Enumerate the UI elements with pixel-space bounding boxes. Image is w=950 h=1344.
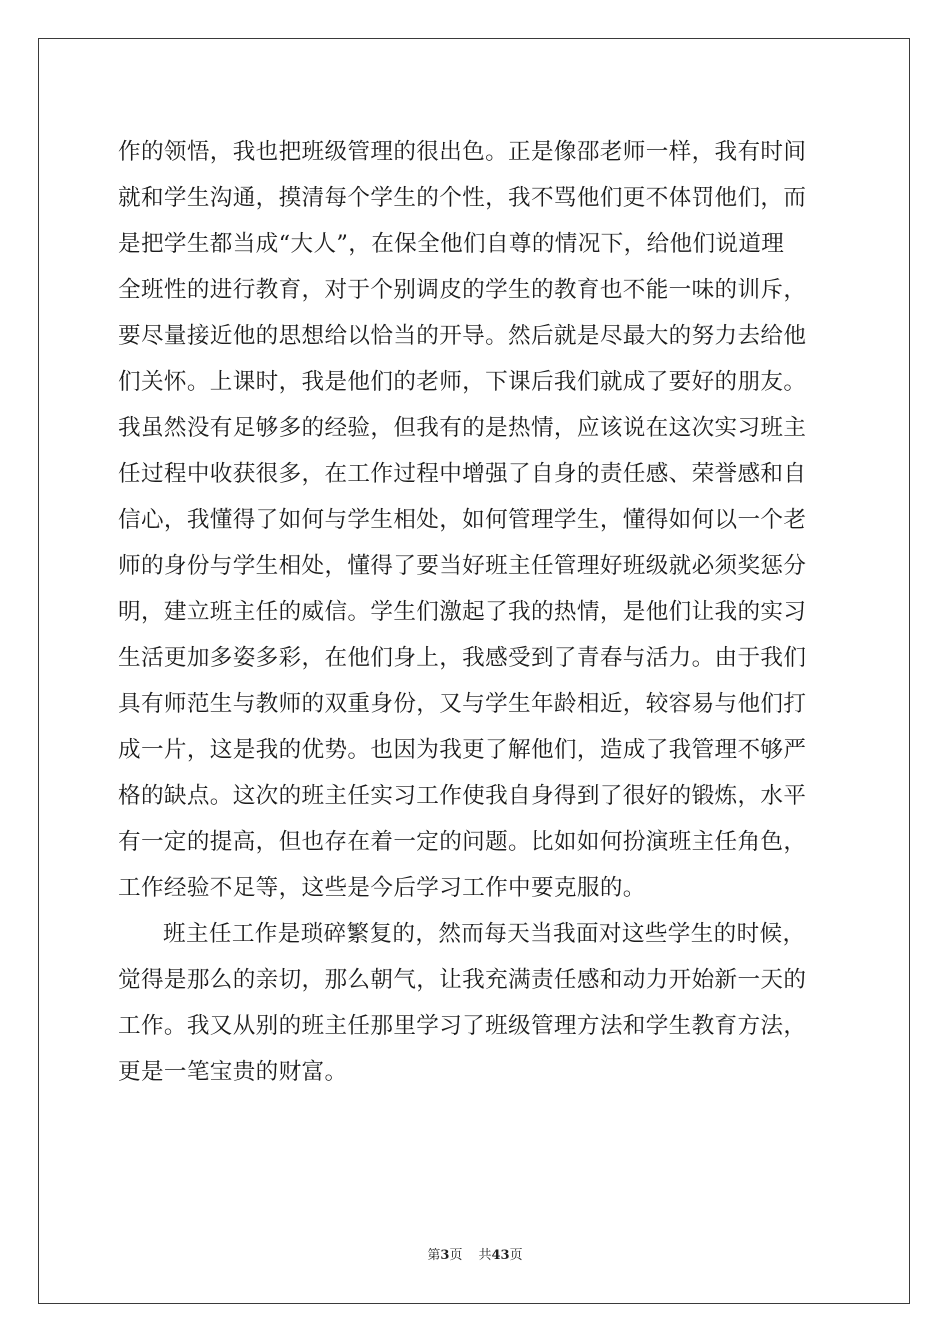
- page-suffix: 页: [449, 1248, 463, 1263]
- text-line: 具有师范生与教师的双重身份，又与学生年龄相近，较容易与他们打: [118, 691, 807, 717]
- text-line: 信心，我懂得了如何与学生相处，如何管理学生，懂得如何以一个老: [118, 507, 807, 533]
- page-footer: [0, 1246, 950, 1266]
- text-line: 任过程中收获很多，在工作过程中增强了自身的责任感、荣誉感和自: [118, 461, 807, 487]
- text-line: 有一定的提高，但也存在着一定的问题。比如如何扮演班主任角色，: [118, 829, 807, 855]
- text-line: 作的领悟，我也把班级管理的很出色。正是像邵老师一样，我有时间: [118, 139, 807, 165]
- text-line: 觉得是那么的亲切，那么朝气，让我充满责任感和动力开始新一天的: [118, 967, 807, 993]
- page-prefix: 第: [427, 1248, 441, 1263]
- paragraph-first-line: 班主任工作是琐碎繁复的，然而每天当我面对这些学生的时候，: [163, 921, 806, 947]
- total-suffix: 页: [509, 1248, 523, 1263]
- text-line: 格的缺点。这次的班主任实习工作使我自身得到了很好的锻炼，水平: [118, 783, 807, 809]
- total-prefix: 共: [478, 1248, 492, 1263]
- text-line: 我虽然没有足够多的经验，但我有的是热情，应该说在这次实习班主: [118, 415, 807, 441]
- text-line: 就和学生沟通，摸清每个学生的个性，我不骂他们更不体罚他们，而: [118, 185, 807, 211]
- total-pages: 43: [491, 1248, 510, 1263]
- text-line: 是把学生都当成“大人”，在保全他们自尊的情况下，给他们说道理: [118, 231, 785, 257]
- text-line: 工作。我又从别的班主任那里学习了班级管理方法和学生教育方法，: [118, 1013, 807, 1039]
- page-number: 3: [440, 1248, 450, 1263]
- document-body: [118, 129, 838, 1095]
- text-line: 们关怀。上课时，我是他们的老师，下课后我们就成了要好的朋友。: [118, 369, 807, 395]
- text-line: 成一片，这是我的优势。也因为我更了解他们，造成了我管理不够严: [118, 737, 807, 763]
- text-line: 更是一笔宝贵的财富。: [118, 1059, 348, 1085]
- text-line: 工作经验不足等，这些是今后学习工作中要克服的。: [118, 875, 646, 901]
- text-line: 明，建立班主任的威信。学生们激起了我的热情，是他们让我的实习: [118, 599, 807, 625]
- text-line: 要尽量接近他的思想给以恰当的开导。然后就是尽最大的努力去给他: [118, 323, 807, 349]
- text-line: 生活更加多姿多彩，在他们身上，我感受到了青春与活力。由于我们: [118, 645, 807, 671]
- text-line: 师的身份与学生相处，懂得了要当好班主任管理好班级就必须奖惩分: [118, 553, 807, 579]
- text-line: 全班性的进行教育，对于个别调皮的学生的教育也不能一味的训斥，: [118, 277, 807, 303]
